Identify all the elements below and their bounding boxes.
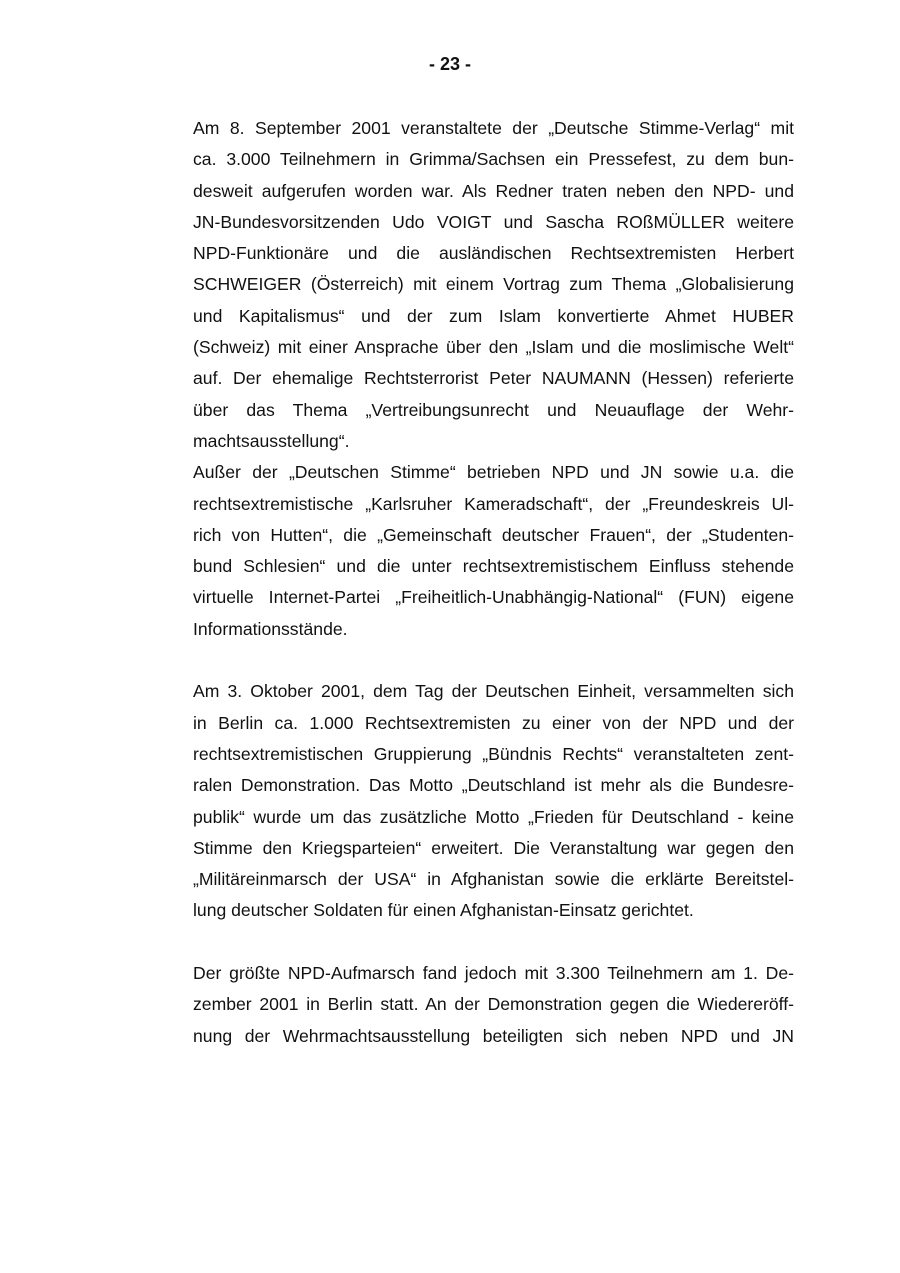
text-line: (Schweiz) mit einer Ansprache über den „Islam und die moslimische Welt“ (193, 337, 794, 358)
page-number: - 23 - (428, 54, 471, 74)
text-line: Der größte NPD-Aufmarsch fand jedoch mit 3.300 Teilnehmern am 1. De- (193, 963, 794, 984)
paragraph (193, 116, 794, 460)
text-line: ralen Demonstration. Das Motto „Deutschland ist mehr als die Bundesre- (193, 775, 794, 796)
text-line: NPD-Funktionäre und die ausländischen Rechtsextremisten Herbert (193, 243, 794, 264)
text-line: ca. 3.000 Teilnehmern in Grimma/Sachsen ein Pressefest, zu dem bun- (193, 149, 794, 170)
text-line: desweit aufgerufen worden war. Als Redner traten neben den NPD- und (193, 180, 794, 201)
text-line: rechtsextremistischen Gruppierung „Bündnis Rechts“ veranstalteten zent- (193, 743, 794, 764)
paragraph (193, 679, 794, 929)
text-line: nung der Wehrmachtsausstellung beteiligten sich neben NPD und JN (193, 1025, 794, 1046)
paragraph (193, 460, 794, 648)
text-line: „Militäreinmarsch der USA“ in Afghanistan sowie die erklärte Bereitstel- (193, 869, 794, 890)
text-line: über das Thema „Vertreibungsunrecht und Neuauflage der Wehr- (193, 399, 794, 420)
text-line: und Kapitalismus“ und der zum Islam konvertierte Ahmet HUBER (193, 305, 794, 326)
text-line: rechtsextremistische „Karlsruher Kameradschaft“, der „Freundeskreis Ul- (193, 493, 794, 514)
text-line: Stimme den Kriegsparteien“ erweitert. Die Veranstaltung war gegen den (193, 837, 794, 858)
text-line: lung deutscher Soldaten für einen Afghanistan-Einsatz gerichtet. (193, 900, 694, 921)
text-line: virtuelle Internet-Partei „Freiheitlich-Unabhängig-National“ (FUN) eigene (193, 587, 794, 608)
document-body (193, 116, 794, 1086)
text-line: Informationsstände. (193, 618, 348, 639)
text-line: SCHWEIGER (Österreich) mit einem Vortrag zum Thema „Globalisierung (193, 274, 794, 295)
paragraph (193, 961, 794, 1055)
text-line: publik“ wurde um das zusätzliche Motto „Frieden für Deutschland - keine (193, 806, 794, 827)
text-line: Außer der „Deutschen Stimme“ betrieben NPD und JN sowie u.a. die (193, 462, 794, 483)
text-line: auf. Der ehemalige Rechtsterrorist Peter NAUMANN (Hessen) referierte (193, 368, 794, 389)
text-line: rich von Hutten“, die „Gemeinschaft deutscher Frauen“, der „Studenten- (193, 524, 794, 545)
text-line: JN-Bundesvorsitzenden Udo VOIGT und Sascha ROßMÜLLER weitere (193, 211, 794, 232)
text-line: zember 2001 in Berlin statt. An der Demonstration gegen die Wiedereröff- (193, 994, 794, 1015)
text-line: machtsausstellung“. (193, 430, 350, 451)
text-line: Am 3. Oktober 2001, dem Tag der Deutschen Einheit, versammelten sich (193, 681, 794, 702)
text-line: bund Schlesien“ und die unter rechtsextremistischem Einfluss stehende (193, 556, 794, 577)
text-line: in Berlin ca. 1.000 Rechtsextremisten zu einer von der NPD und der (193, 712, 794, 733)
text-line: Am 8. September 2001 veranstaltete der „Deutsche Stimme-Verlag“ mit (193, 118, 794, 138)
